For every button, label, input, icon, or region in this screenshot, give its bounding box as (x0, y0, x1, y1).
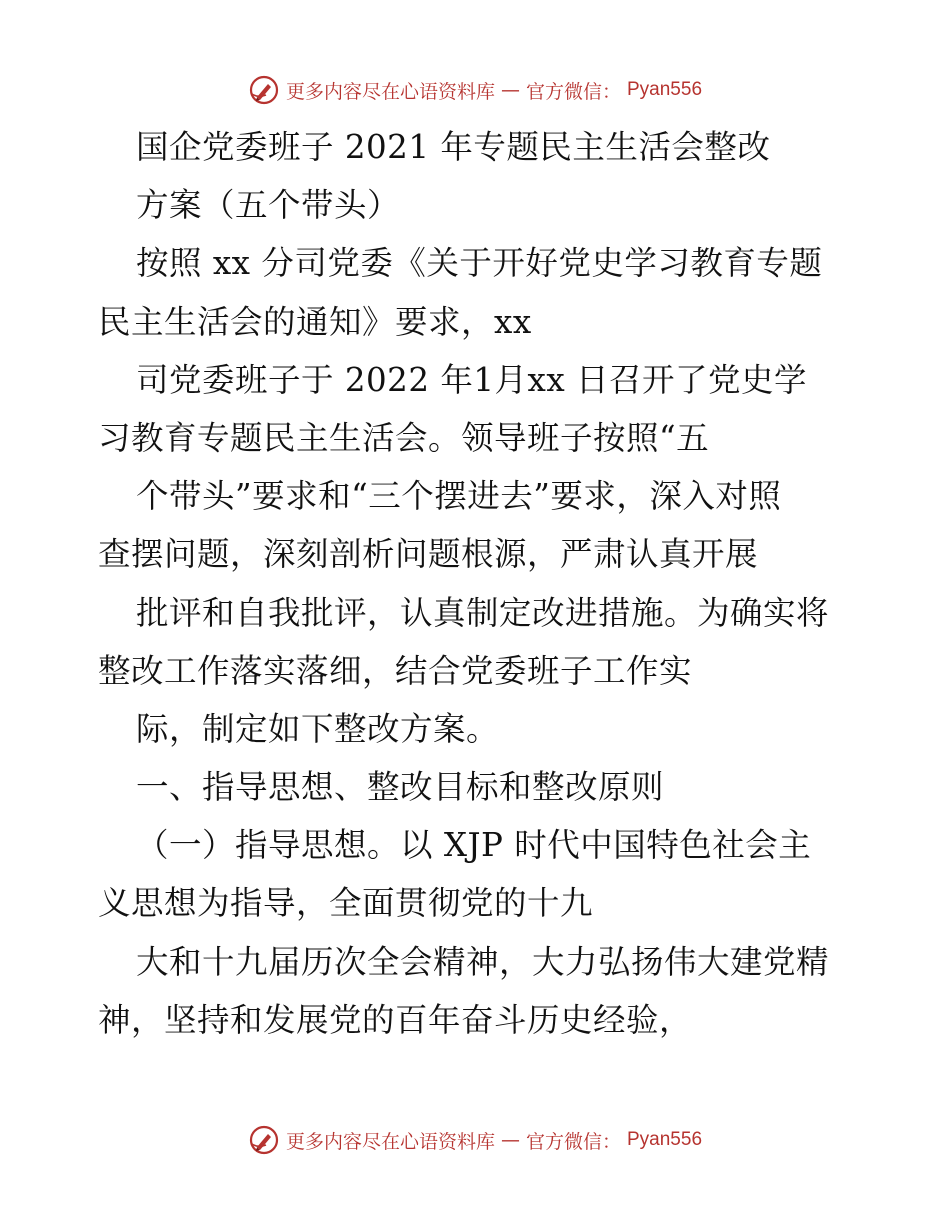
doc-line: 国企党委班子 2021 年专题民主生活会整改 (136, 128, 771, 166)
watermark-separator: — (500, 1129, 520, 1151)
section-heading: 一、指导思想、整改目标和整改原则 (136, 768, 665, 807)
doc-line: 神，坚持和发展党的百年奋斗历史经验， (98, 1000, 693, 1039)
watermark-wechat-label: 官方微信： (525, 80, 621, 103)
watermark-site-text: 更多内容尽在心语资料库 (285, 80, 495, 103)
doc-line: （一）指导思想。以 XJP 时代中国特色社会主 (136, 826, 812, 865)
watermark-wechat-id: Pyan556 (627, 1129, 703, 1150)
doc-line: 个带头”要求和“三个摆进去”要求，深入对照 (136, 477, 782, 516)
doc-line: 际，制定如下整改方案。 (136, 709, 500, 748)
doc-line: 民主生活会的通知》要求，xx (98, 302, 532, 341)
pen-logo-icon (248, 74, 280, 106)
doc-line: 查摆问题，深刻剖析问题根源，严肃认真开展 (98, 535, 759, 574)
doc-line: 司党委班子于 2022 年1月xx 日召开了党史学 (136, 360, 808, 399)
doc-line: 按照 xx 分司党委《关于开好党史学习教育专题 (136, 244, 823, 283)
doc-line: 批评和自我批评，认真制定改进措施。为确实将 (136, 593, 830, 632)
watermark-site-text: 更多内容尽在心语资料库 (285, 1130, 495, 1153)
doc-line: 习教育专题民主生活会。领导班子按照“五 (98, 418, 710, 457)
doc-line: 方案（五个带头） (136, 186, 401, 225)
doc-line: 整改工作落实落细，结合党委班子工作实 (98, 651, 693, 690)
watermark-wechat-id: Pyan556 (627, 79, 703, 100)
footer-watermark (0, 1120, 950, 1160)
doc-line: 大和十九届历次全会精神，大力弘扬伟大建党精 (136, 942, 830, 981)
document-body (98, 118, 858, 1049)
pen-logo-icon (248, 1124, 280, 1156)
doc-line: 义思想为指导，全面贯彻党的十九 (98, 884, 594, 923)
watermark-wechat-label: 官方微信： (525, 1130, 621, 1153)
header-watermark (0, 70, 950, 110)
watermark-separator: — (500, 79, 520, 101)
